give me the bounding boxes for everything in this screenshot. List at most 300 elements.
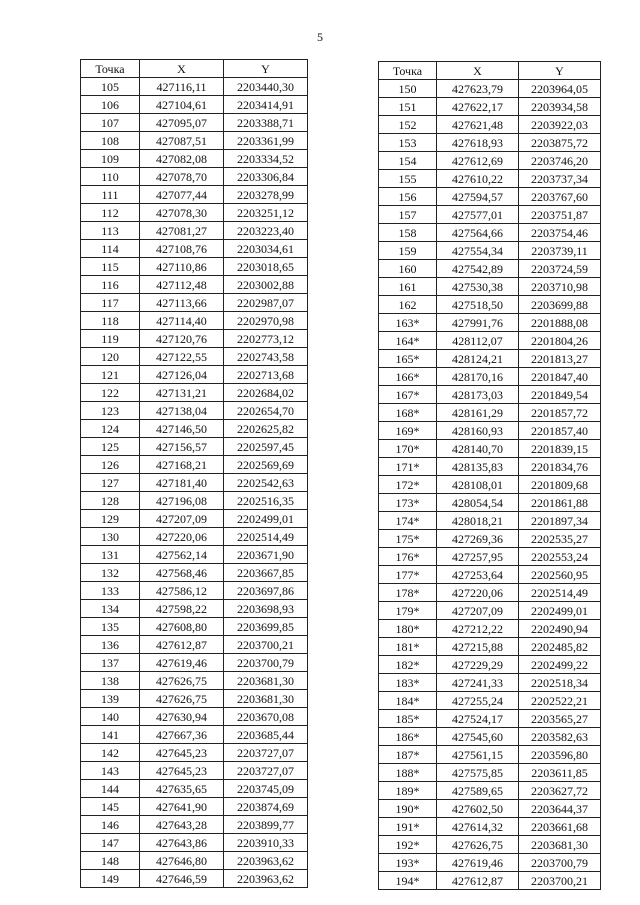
y-cell: 2203767,60 — [519, 188, 601, 206]
y-cell: 2203739,11 — [519, 242, 601, 260]
point-cell: 115 — [81, 258, 140, 276]
table-row — [81, 294, 308, 312]
table-row — [379, 584, 601, 602]
table-row — [379, 674, 601, 692]
point-cell: 192* — [379, 836, 437, 854]
table-row — [379, 800, 601, 818]
x-cell: 427594,57 — [437, 188, 519, 206]
x-cell: 427608,80 — [140, 618, 224, 636]
x-cell: 428108,01 — [437, 476, 519, 494]
table-row — [379, 386, 601, 404]
table-row — [81, 510, 308, 528]
x-cell: 427626,75 — [140, 672, 224, 690]
table-row — [81, 348, 308, 366]
point-cell: 126 — [81, 456, 140, 474]
table-row — [379, 602, 601, 620]
point-cell: 110 — [81, 168, 140, 186]
table-row — [379, 368, 601, 386]
x-cell: 428112,07 — [437, 332, 519, 350]
table-row — [379, 818, 601, 836]
x-cell: 427586,12 — [140, 582, 224, 600]
x-cell: 427622,17 — [437, 98, 519, 116]
point-cell: 113 — [81, 222, 140, 240]
y-cell: 2203700,79 — [224, 654, 308, 672]
x-cell: 427131,21 — [140, 384, 224, 402]
y-cell: 2203278,99 — [224, 186, 308, 204]
table-row — [81, 96, 308, 114]
table-row — [379, 566, 601, 584]
y-cell: 2203700,21 — [519, 872, 601, 890]
x-cell: 427612,87 — [140, 636, 224, 654]
table-row — [81, 636, 308, 654]
y-cell: 2202625,82 — [224, 420, 308, 438]
x-cell: 427168,21 — [140, 456, 224, 474]
x-cell: 428018,21 — [437, 512, 519, 530]
table-row — [379, 494, 601, 512]
x-cell: 427255,24 — [437, 692, 519, 710]
point-cell: 164* — [379, 332, 437, 350]
table-body — [379, 80, 601, 890]
y-cell: 2201888,08 — [519, 314, 601, 332]
point-cell: 159 — [379, 242, 437, 260]
y-cell: 2202654,70 — [224, 402, 308, 420]
x-cell: 428170,16 — [437, 368, 519, 386]
x-cell: 427646,80 — [140, 852, 224, 870]
table-row — [81, 870, 308, 888]
header-y: Y — [224, 60, 308, 78]
table-row — [81, 402, 308, 420]
point-cell: 175* — [379, 530, 437, 548]
y-cell: 2202485,82 — [519, 638, 601, 656]
table-row — [379, 350, 601, 368]
x-cell: 427120,76 — [140, 330, 224, 348]
y-cell: 2203388,71 — [224, 114, 308, 132]
y-cell: 2203699,88 — [519, 296, 601, 314]
x-cell: 427181,40 — [140, 474, 224, 492]
table-row — [81, 456, 308, 474]
y-cell: 2201813,27 — [519, 350, 601, 368]
point-cell: 145 — [81, 798, 140, 816]
x-cell: 427077,44 — [140, 186, 224, 204]
point-cell: 124 — [81, 420, 140, 438]
table-row — [379, 80, 601, 98]
point-cell: 146 — [81, 816, 140, 834]
table-row — [379, 728, 601, 746]
coordinates-table-right — [378, 61, 601, 890]
x-cell: 427626,75 — [437, 836, 519, 854]
table-row — [379, 296, 601, 314]
y-cell: 2203223,40 — [224, 222, 308, 240]
y-cell: 2203964,05 — [519, 80, 601, 98]
table-row — [379, 872, 601, 890]
x-cell: 427207,09 — [140, 510, 224, 528]
x-cell: 427614,32 — [437, 818, 519, 836]
point-cell: 108 — [81, 132, 140, 150]
x-cell: 427207,09 — [437, 602, 519, 620]
point-cell: 158 — [379, 224, 437, 242]
x-cell: 427110,86 — [140, 258, 224, 276]
y-cell: 2202522,21 — [519, 692, 601, 710]
point-cell: 107 — [81, 114, 140, 132]
point-cell: 169* — [379, 422, 437, 440]
point-cell: 160 — [379, 260, 437, 278]
y-cell: 2203681,30 — [519, 836, 601, 854]
y-cell: 2202535,27 — [519, 530, 601, 548]
y-cell: 2203727,07 — [224, 762, 308, 780]
point-cell: 140 — [81, 708, 140, 726]
x-cell: 428161,29 — [437, 404, 519, 422]
table-row — [81, 78, 308, 96]
x-cell: 427621,48 — [437, 116, 519, 134]
table-row — [81, 852, 308, 870]
y-cell: 2202743,58 — [224, 348, 308, 366]
x-cell: 427645,23 — [140, 744, 224, 762]
y-cell: 2203681,30 — [224, 672, 308, 690]
table-row — [379, 242, 601, 260]
x-cell: 427138,04 — [140, 402, 224, 420]
table-row — [379, 404, 601, 422]
y-cell: 2203681,30 — [224, 690, 308, 708]
x-cell: 427530,38 — [437, 278, 519, 296]
y-cell: 2203710,98 — [519, 278, 601, 296]
table-row — [379, 188, 601, 206]
point-cell: 163* — [379, 314, 437, 332]
x-cell: 427619,46 — [437, 854, 519, 872]
y-cell: 2203644,37 — [519, 800, 601, 818]
x-cell: 427641,90 — [140, 798, 224, 816]
y-cell: 2203922,03 — [519, 116, 601, 134]
table-row — [81, 312, 308, 330]
point-cell: 122 — [81, 384, 140, 402]
point-cell: 172* — [379, 476, 437, 494]
x-cell: 427104,61 — [140, 96, 224, 114]
table-row — [81, 114, 308, 132]
point-cell: 155 — [379, 170, 437, 188]
y-cell: 2203334,52 — [224, 150, 308, 168]
x-cell: 427561,15 — [437, 746, 519, 764]
point-cell: 137 — [81, 654, 140, 672]
y-cell: 2201849,54 — [519, 386, 601, 404]
table-row — [81, 150, 308, 168]
x-cell: 427542,89 — [437, 260, 519, 278]
y-cell: 2203910,33 — [224, 834, 308, 852]
x-cell: 427646,59 — [140, 870, 224, 888]
x-cell: 427078,30 — [140, 204, 224, 222]
x-cell: 427196,08 — [140, 492, 224, 510]
point-cell: 181* — [379, 638, 437, 656]
table-row — [379, 746, 601, 764]
table-row — [81, 816, 308, 834]
header-x: X — [437, 62, 519, 80]
x-cell: 428135,83 — [437, 458, 519, 476]
point-cell: 139 — [81, 690, 140, 708]
point-cell: 173* — [379, 494, 437, 512]
y-cell: 2201834,76 — [519, 458, 601, 476]
y-cell: 2203582,63 — [519, 728, 601, 746]
table-row — [379, 458, 601, 476]
x-cell: 427575,85 — [437, 764, 519, 782]
table-row — [379, 710, 601, 728]
point-cell: 134 — [81, 600, 140, 618]
table-row — [81, 492, 308, 510]
y-cell: 2203934,58 — [519, 98, 601, 116]
y-cell: 2203874,69 — [224, 798, 308, 816]
point-cell: 114 — [81, 240, 140, 258]
point-cell: 111 — [81, 186, 140, 204]
y-cell: 2203751,87 — [519, 206, 601, 224]
x-cell: 427524,17 — [437, 710, 519, 728]
x-cell: 427108,76 — [140, 240, 224, 258]
x-cell: 427598,22 — [140, 600, 224, 618]
y-cell: 2203002,88 — [224, 276, 308, 294]
point-cell: 167* — [379, 386, 437, 404]
x-cell: 427215,88 — [437, 638, 519, 656]
table-row — [81, 240, 308, 258]
table-row — [81, 420, 308, 438]
x-cell: 427156,57 — [140, 438, 224, 456]
table-row — [379, 656, 601, 674]
y-cell: 2203667,85 — [224, 564, 308, 582]
table-row — [81, 276, 308, 294]
table-row — [379, 620, 601, 638]
x-cell: 427630,94 — [140, 708, 224, 726]
y-cell: 2202514,49 — [519, 584, 601, 602]
y-cell: 2202499,01 — [224, 510, 308, 528]
table-row — [379, 512, 601, 530]
y-cell: 2202560,95 — [519, 566, 601, 584]
x-cell: 427618,93 — [437, 134, 519, 152]
y-cell: 2202597,45 — [224, 438, 308, 456]
y-cell: 2203306,84 — [224, 168, 308, 186]
table-row — [379, 530, 601, 548]
table-row — [81, 258, 308, 276]
table-row — [379, 170, 601, 188]
y-cell: 2203596,80 — [519, 746, 601, 764]
point-cell: 176* — [379, 548, 437, 566]
table-row — [379, 206, 601, 224]
point-cell: 156 — [379, 188, 437, 206]
table-row — [81, 204, 308, 222]
table-row — [379, 314, 601, 332]
table-row — [379, 764, 601, 782]
table-row — [81, 330, 308, 348]
header-point: Точка — [81, 60, 140, 78]
y-cell: 2202773,12 — [224, 330, 308, 348]
point-cell: 184* — [379, 692, 437, 710]
x-cell: 427612,87 — [437, 872, 519, 890]
y-cell: 2202569,69 — [224, 456, 308, 474]
x-cell: 427568,46 — [140, 564, 224, 582]
table-row — [379, 440, 601, 458]
x-cell: 427619,46 — [140, 654, 224, 672]
x-cell: 427113,66 — [140, 294, 224, 312]
x-cell: 427602,50 — [437, 800, 519, 818]
page-number: 5 — [317, 30, 323, 44]
x-cell: 428160,93 — [437, 422, 519, 440]
point-cell: 170* — [379, 440, 437, 458]
x-cell: 427991,76 — [437, 314, 519, 332]
y-cell: 2203414,91 — [224, 96, 308, 114]
point-cell: 152 — [379, 116, 437, 134]
table-row — [379, 260, 601, 278]
y-cell: 2203611,85 — [519, 764, 601, 782]
x-cell: 427081,27 — [140, 222, 224, 240]
point-cell: 157 — [379, 206, 437, 224]
x-cell: 427087,51 — [140, 132, 224, 150]
x-cell: 427241,33 — [437, 674, 519, 692]
x-cell: 428054,54 — [437, 494, 519, 512]
x-cell: 427116,11 — [140, 78, 224, 96]
point-cell: 194* — [379, 872, 437, 890]
y-cell: 2201857,72 — [519, 404, 601, 422]
point-cell: 179* — [379, 602, 437, 620]
y-cell: 2201809,68 — [519, 476, 601, 494]
table-row — [379, 692, 601, 710]
table-row — [81, 654, 308, 672]
point-cell: 143 — [81, 762, 140, 780]
point-cell: 136 — [81, 636, 140, 654]
table-row — [81, 564, 308, 582]
point-cell: 105 — [81, 78, 140, 96]
point-cell: 168* — [379, 404, 437, 422]
point-cell: 190* — [379, 800, 437, 818]
y-cell: 2202987,07 — [224, 294, 308, 312]
point-cell: 150 — [379, 80, 437, 98]
y-cell: 2203697,86 — [224, 582, 308, 600]
table-row — [81, 528, 308, 546]
y-cell: 2203963,62 — [224, 852, 308, 870]
x-cell: 427643,28 — [140, 816, 224, 834]
point-cell: 189* — [379, 782, 437, 800]
point-cell: 129 — [81, 510, 140, 528]
y-cell: 2202518,34 — [519, 674, 601, 692]
y-cell: 2202499,01 — [519, 602, 601, 620]
table-row — [81, 384, 308, 402]
x-cell: 427643,86 — [140, 834, 224, 852]
x-cell: 427626,75 — [140, 690, 224, 708]
y-cell: 2203671,90 — [224, 546, 308, 564]
table-row — [81, 726, 308, 744]
x-cell: 427610,22 — [437, 170, 519, 188]
point-cell: 148 — [81, 852, 140, 870]
point-cell: 177* — [379, 566, 437, 584]
table-row — [81, 618, 308, 636]
table-row — [81, 474, 308, 492]
y-cell: 2202542,63 — [224, 474, 308, 492]
point-cell: 142 — [81, 744, 140, 762]
x-cell: 427623,79 — [437, 80, 519, 98]
point-cell: 186* — [379, 728, 437, 746]
point-cell: 118 — [81, 312, 140, 330]
table-row — [81, 168, 308, 186]
y-cell: 2201847,40 — [519, 368, 601, 386]
y-cell: 2202516,35 — [224, 492, 308, 510]
table-row — [81, 780, 308, 798]
table-row — [379, 638, 601, 656]
point-cell: 193* — [379, 854, 437, 872]
point-cell: 125 — [81, 438, 140, 456]
y-cell: 2203899,77 — [224, 816, 308, 834]
x-cell: 427126,04 — [140, 366, 224, 384]
x-cell: 427518,50 — [437, 296, 519, 314]
y-cell: 2203034,61 — [224, 240, 308, 258]
x-cell: 427220,06 — [140, 528, 224, 546]
point-cell: 138 — [81, 672, 140, 690]
table-row — [379, 476, 601, 494]
point-cell: 127 — [81, 474, 140, 492]
table-row — [81, 690, 308, 708]
point-cell: 185* — [379, 710, 437, 728]
x-cell: 427545,60 — [437, 728, 519, 746]
table-row — [379, 854, 601, 872]
table-row — [379, 548, 601, 566]
y-cell: 2201804,26 — [519, 332, 601, 350]
table-row — [81, 186, 308, 204]
table-row — [81, 798, 308, 816]
y-cell: 2203661,68 — [519, 818, 601, 836]
point-cell: 174* — [379, 512, 437, 530]
y-cell: 2203699,85 — [224, 618, 308, 636]
table-row — [379, 836, 601, 854]
point-cell: 135 — [81, 618, 140, 636]
y-cell: 2203627,72 — [519, 782, 601, 800]
x-cell: 427667,36 — [140, 726, 224, 744]
table-row — [81, 834, 308, 852]
y-cell: 2202970,98 — [224, 312, 308, 330]
x-cell: 427112,48 — [140, 276, 224, 294]
y-cell: 2203727,07 — [224, 744, 308, 762]
point-cell: 109 — [81, 150, 140, 168]
x-cell: 428140,70 — [437, 440, 519, 458]
point-cell: 183* — [379, 674, 437, 692]
y-cell: 2203737,34 — [519, 170, 601, 188]
y-cell: 2203745,09 — [224, 780, 308, 798]
point-cell: 130 — [81, 528, 140, 546]
y-cell: 2201839,15 — [519, 440, 601, 458]
table-row — [81, 762, 308, 780]
y-cell: 2201897,34 — [519, 512, 601, 530]
point-cell: 106 — [81, 96, 140, 114]
x-cell: 427269,36 — [437, 530, 519, 548]
y-cell: 2202514,49 — [224, 528, 308, 546]
header-row — [379, 62, 601, 80]
point-cell: 132 — [81, 564, 140, 582]
x-cell: 427082,08 — [140, 150, 224, 168]
point-cell: 171* — [379, 458, 437, 476]
header-point: Точка — [379, 62, 437, 80]
y-cell: 2203746,20 — [519, 152, 601, 170]
point-cell: 141 — [81, 726, 140, 744]
x-cell: 427122,55 — [140, 348, 224, 366]
table-row — [81, 438, 308, 456]
point-cell: 191* — [379, 818, 437, 836]
point-cell: 165* — [379, 350, 437, 368]
table-row — [81, 708, 308, 726]
y-cell: 2203700,21 — [224, 636, 308, 654]
point-cell: 133 — [81, 582, 140, 600]
y-cell: 2203685,44 — [224, 726, 308, 744]
header-row — [81, 60, 308, 78]
x-cell: 428173,03 — [437, 386, 519, 404]
point-cell: 188* — [379, 764, 437, 782]
y-cell: 2203565,27 — [519, 710, 601, 728]
x-cell: 427229,29 — [437, 656, 519, 674]
y-cell: 2203018,65 — [224, 258, 308, 276]
point-cell: 112 — [81, 204, 140, 222]
y-cell: 2203361,99 — [224, 132, 308, 150]
y-cell: 2203251,12 — [224, 204, 308, 222]
y-cell: 2203700,79 — [519, 854, 601, 872]
